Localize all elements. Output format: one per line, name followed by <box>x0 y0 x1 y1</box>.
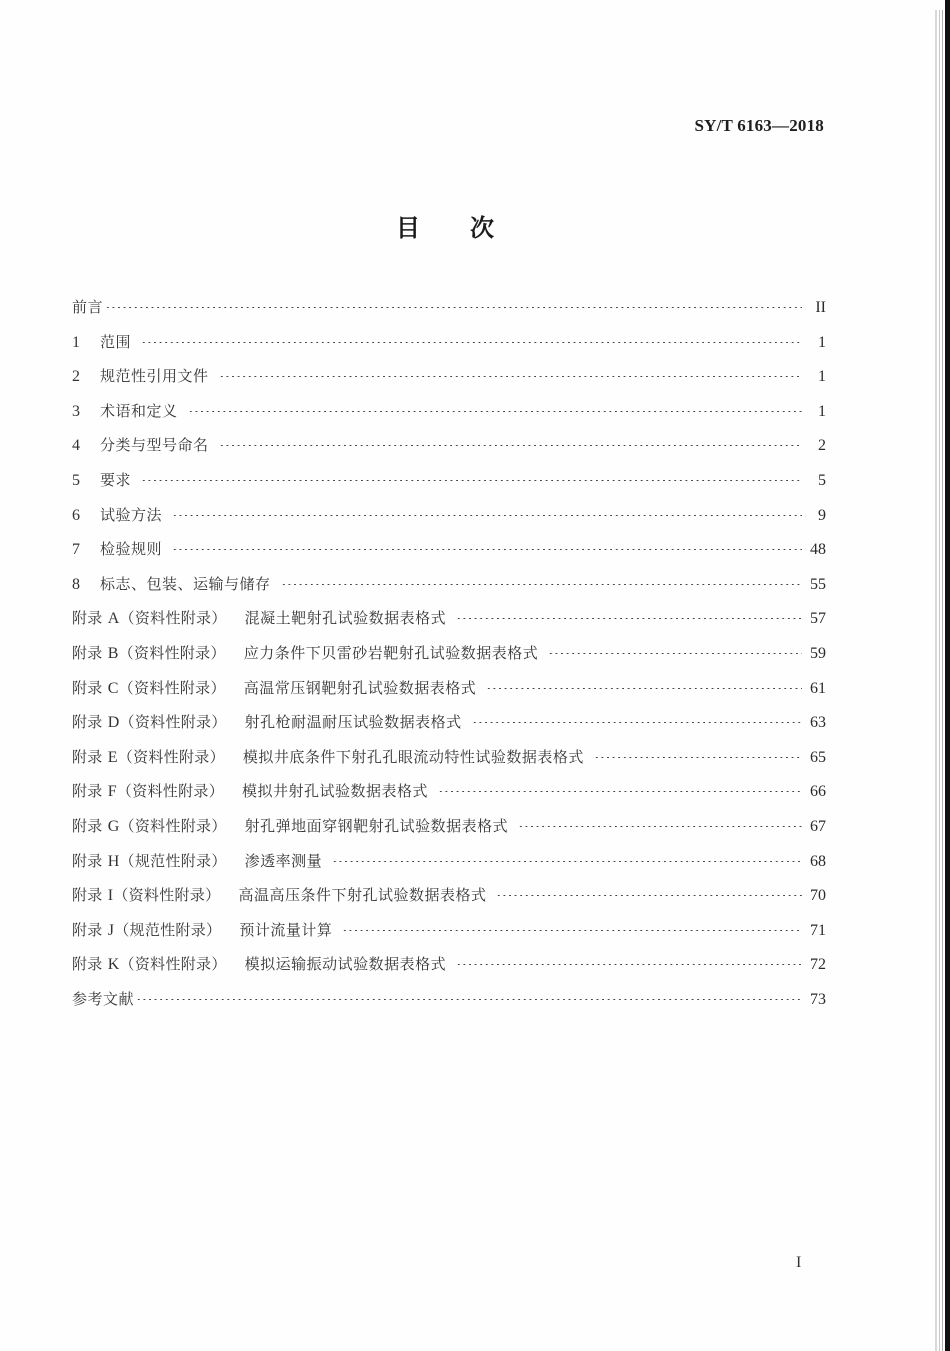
toc-entry-number: 1 <box>72 333 80 351</box>
appendix-designation: 附录 J（规范性附录） <box>72 920 222 939</box>
toc-entry-label: 高温高压条件下射孔试验数据表格式 <box>238 886 487 905</box>
scan-edge-shadow <box>939 10 940 1351</box>
toc-entry-label: 标志、包装、运输与储存 <box>100 574 271 593</box>
toc-entry-label: 模拟井底条件下射孔孔眼流动特性试验数据表格式 <box>242 747 584 766</box>
appendix-designation: 附录 D（资料性附录） <box>72 713 227 732</box>
toc-entry-number: 2 <box>72 368 80 386</box>
scan-edge-shadow <box>935 10 937 1351</box>
toc-entry-page: 59 <box>810 644 826 662</box>
toc-entry-label: 渗透率测量 <box>244 851 323 870</box>
toc-entry-appendix-d[interactable] <box>72 711 826 746</box>
toc-entry-page: 1 <box>818 402 826 420</box>
toc-entry-page: 48 <box>810 541 826 559</box>
dot-leader <box>172 515 802 516</box>
appendix-designation: 附录 B（资料性附录） <box>72 643 226 662</box>
toc-entry-appendix-f[interactable] <box>72 780 826 815</box>
toc-entry-page: 61 <box>810 679 826 697</box>
toc-entry-appendix-k[interactable] <box>72 953 826 988</box>
toc-entry-label: 参考文献 <box>72 989 135 1008</box>
toc-entry-appendix-e[interactable] <box>72 746 826 781</box>
dot-leader <box>342 930 802 931</box>
toc-entry-chapter-2[interactable] <box>72 365 826 400</box>
toc-entry-chapter-4[interactable] <box>72 434 826 469</box>
toc-entry-page: 57 <box>810 610 826 628</box>
toc-entry-number: 8 <box>72 575 80 593</box>
toc-entry-number: 4 <box>72 437 80 455</box>
dot-leader <box>188 411 802 412</box>
dot-leader <box>486 688 802 689</box>
standard-code: SY/T 6163—2018 <box>694 116 824 135</box>
toc-entry-page: 2 <box>818 437 826 455</box>
toc-entry-label: 模拟井射孔试验数据表格式 <box>242 782 429 801</box>
dot-leader <box>281 584 802 585</box>
toc-entry-chapter-5[interactable] <box>72 469 826 504</box>
appendix-designation: 附录 F（资料性附录） <box>72 782 224 801</box>
dot-leader <box>141 342 802 343</box>
scan-edge-border <box>945 0 950 1351</box>
toc-entry-page: 65 <box>810 748 826 766</box>
toc-entry-page: 72 <box>810 956 826 974</box>
toc-entry-label: 术语和定义 <box>100 401 178 420</box>
toc-entry-label: 范围 <box>100 332 132 351</box>
appendix-designation: 附录 K（资料性附录） <box>72 955 227 974</box>
dot-leader <box>456 618 802 619</box>
toc-entry-appendix-b[interactable] <box>72 642 826 677</box>
toc-entry-label: 射孔弹地面穿钢靶射孔试验数据表格式 <box>244 816 509 835</box>
page-folio: I <box>796 1254 802 1271</box>
toc-entry-page: 70 <box>810 887 826 905</box>
toc-entry-label: 混凝土靶射孔试验数据表格式 <box>244 609 447 628</box>
toc-entry-page: 9 <box>818 506 826 524</box>
dot-leader <box>105 307 802 308</box>
toc-entry-label: 前言 <box>72 298 104 316</box>
toc-entry-chapter-8[interactable] <box>72 573 826 608</box>
toc-entry-page: 1 <box>818 333 826 351</box>
toc-entry-number: 7 <box>72 541 80 559</box>
toc-entry-label: 试验方法 <box>100 505 163 524</box>
toc-entry-page: 5 <box>818 471 826 489</box>
appendix-designation: 附录 G（资料性附录） <box>72 816 227 835</box>
toc-entry-number: 5 <box>72 471 80 489</box>
toc-entry-appendix-a[interactable] <box>72 607 826 642</box>
toc-entry-page: 55 <box>810 575 826 593</box>
toc-entry-appendix-c[interactable] <box>72 677 826 712</box>
dot-leader <box>594 757 802 758</box>
toc-entry-appendix-h[interactable] <box>72 850 826 885</box>
toc-entry-page: 73 <box>810 990 826 1008</box>
toc-entry-label: 模拟运输振动试验数据表格式 <box>244 955 447 974</box>
toc-entry-appendix-j[interactable] <box>72 919 826 954</box>
toc-entry-page: II <box>815 299 826 316</box>
toc-entry-appendix-i[interactable] <box>72 884 826 919</box>
toc-entry-chapter-1[interactable] <box>72 331 826 366</box>
dot-leader <box>172 549 802 550</box>
appendix-designation: 附录 H（规范性附录） <box>72 851 227 870</box>
dot-leader <box>332 861 802 862</box>
appendix-designation: 附录 C（资料性附录） <box>72 678 226 697</box>
toc-entry-page: 67 <box>810 817 826 835</box>
toc-entry-label: 高温常压钢靶射孔试验数据表格式 <box>243 678 477 697</box>
dot-leader <box>456 964 802 965</box>
scan-edge-shadow <box>942 10 943 1351</box>
toc-entry-label: 分类与型号命名 <box>100 436 209 455</box>
table-of-contents <box>72 296 826 1022</box>
toc-entry-label: 检验规则 <box>100 540 163 559</box>
toc-entry-label: 射孔枪耐温耐压试验数据表格式 <box>244 713 462 732</box>
toc-entry-references[interactable] <box>72 988 826 1023</box>
appendix-designation: 附录 I（资料性附录） <box>72 886 221 905</box>
toc-entry-label: 预计流量计算 <box>239 920 333 939</box>
dot-leader <box>548 653 802 654</box>
toc-entry-page: 1 <box>818 368 826 386</box>
toc-entry-page: 68 <box>810 852 826 870</box>
toc-entry-page: 71 <box>810 921 826 939</box>
toc-entry-chapter-6[interactable] <box>72 504 826 539</box>
dot-leader <box>141 480 802 481</box>
toc-entry-number: 6 <box>72 506 80 524</box>
toc-entry-chapter-7[interactable] <box>72 538 826 573</box>
dot-leader <box>472 722 802 723</box>
toc-entry-label: 规范性引用文件 <box>100 367 209 386</box>
toc-entry-appendix-g[interactable] <box>72 815 826 850</box>
toc-entry-page: 66 <box>810 783 826 801</box>
dot-leader <box>496 895 802 896</box>
page-title: 目次 <box>396 214 544 242</box>
toc-entry-chapter-3[interactable] <box>72 400 826 435</box>
dot-leader <box>438 791 802 792</box>
toc-entry-label: 要求 <box>100 470 132 489</box>
toc-entry-foreword[interactable] <box>72 296 826 331</box>
toc-entry-number: 3 <box>72 402 80 420</box>
toc-entry-page: 63 <box>810 714 826 732</box>
dot-leader <box>219 376 802 377</box>
appendix-designation: 附录 A（资料性附录） <box>72 609 227 628</box>
dot-leader <box>219 445 802 446</box>
toc-entry-label: 应力条件下贝雷砂岩靶射孔试验数据表格式 <box>243 643 539 662</box>
appendix-designation: 附录 E（资料性附录） <box>72 747 225 766</box>
dot-leader <box>136 999 802 1000</box>
dot-leader <box>518 826 802 827</box>
